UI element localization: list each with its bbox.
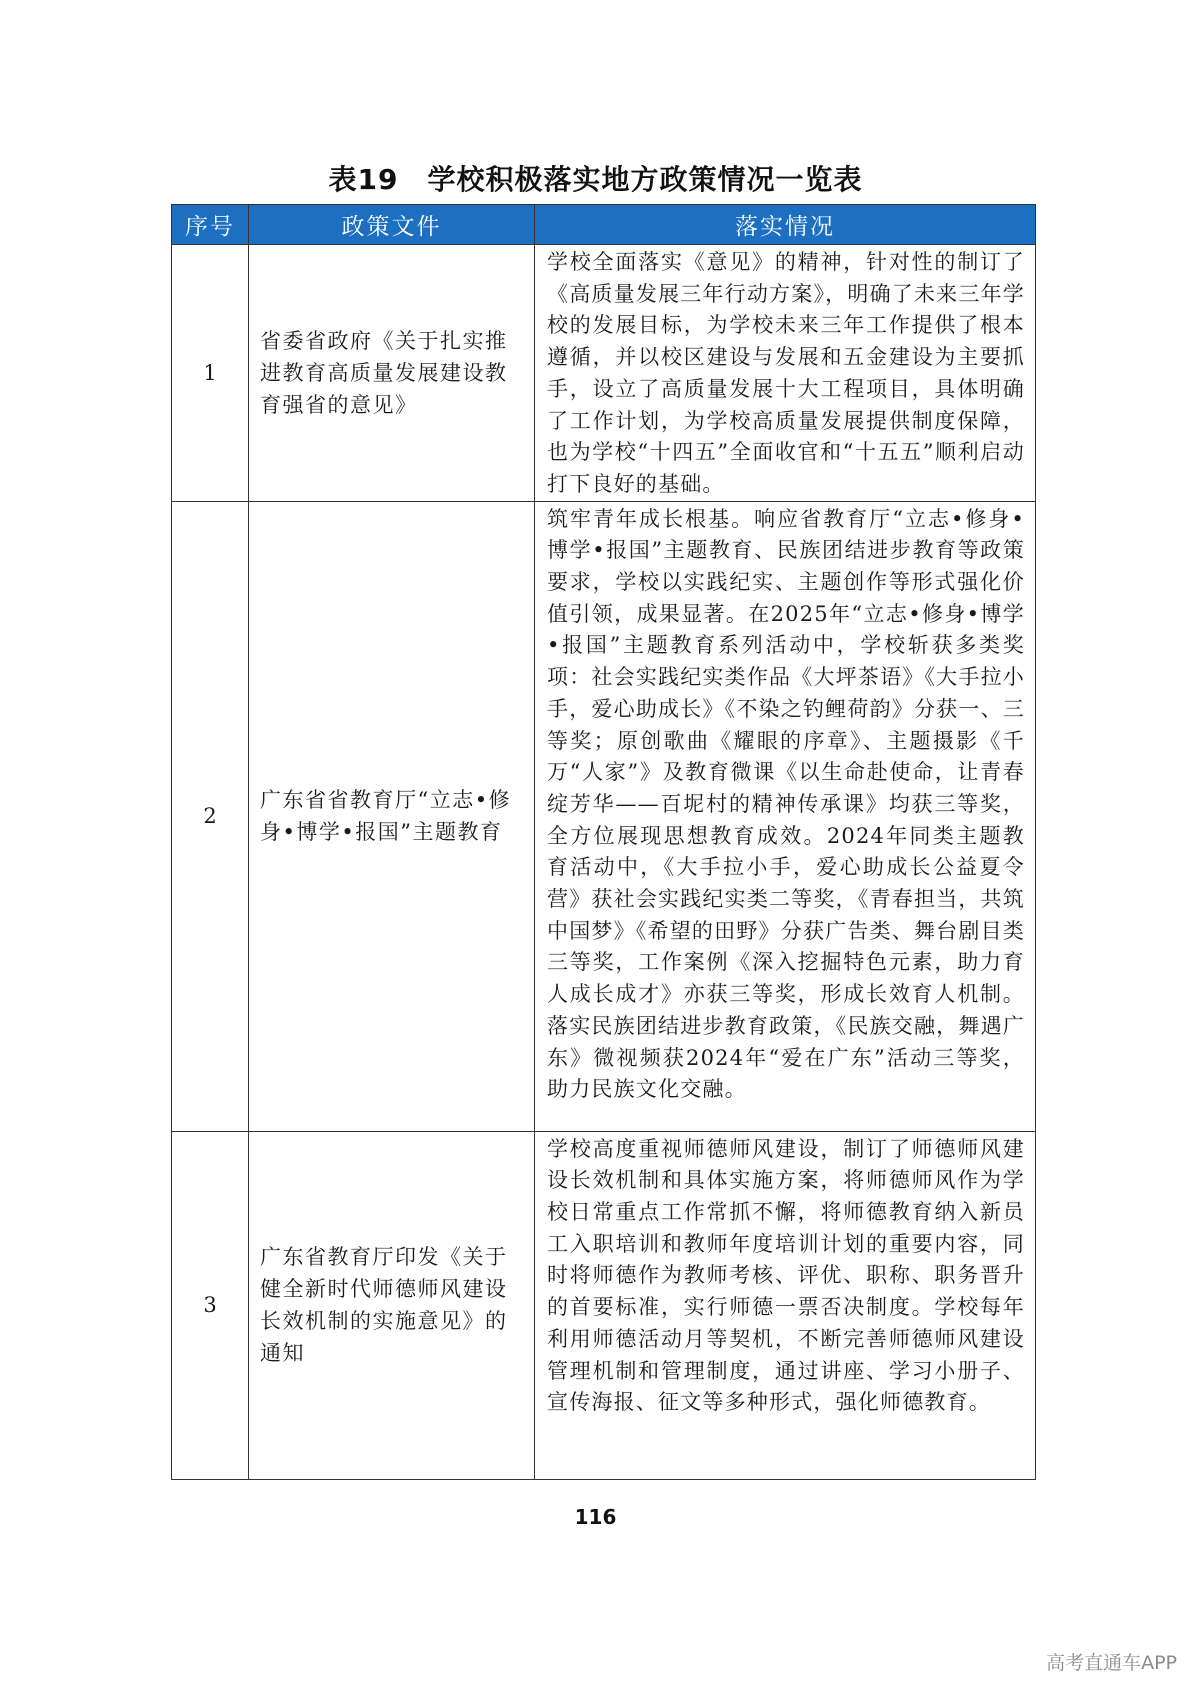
header-implementation: 落实情况: [535, 205, 1036, 245]
implementation-text: 学校高度重视师德师风建设，制订了师德师风建设长效机制和具体实施方案，将师德师风作为学校日常重点工作常抓不懈，将师德教育纳入新员工入职培训和教师年度培训计划的重要内容，同时将师德作为教师考核、评优、职称、职务晋升的首要标准，实行师德一票否决制度。学校每年利用师德活动月等契机，不断完善师德师风建设管理机制和管理制度，通过讲座、学习小册子、宣传海报、征文等多种形式，强化师德教育。: [535, 1131, 1036, 1479]
table-title: 表19 学校积极落实地方政策情况一览表: [328, 163, 863, 196]
row-number: 2: [172, 501, 249, 1131]
implementation-text: 筑牢青年成长根基。响应省教育厅“立志•修身•博学•报国”主题教育、民族团结进步教育等政策要求，学校以实践纪实、主题创作等形式强化价值引领，成果显著。在2025年“立志•修身•博学•报国”主题教育系列活动中，学校斩获多类奖项：社会实践纪实类作品《大坪茶语》《大手拉小手，爱心助成长》《不染之钓鲤荷韵》分获一、三等奖；原创歌曲《耀眼的序章》、主题摄影《千万“人家”》及教育微课《以生命赴使命，让青春绽芳华——百坭村的精神传承课》均获三等奖，全方位展现思想教育成效。2024年同类主题教育活动中，《大手拉小手，爱心助成长公益夏令营》获社会实践纪实类二等奖，《青春担当，共筑中国梦》《希望的田野》分获广告类、舞台剧目类三等奖，工作案例《深入挖掘特色元素，助力育人成长成才》亦获三等奖，形成长效育人机制。落实民族团结进步教育政策，《民族交融，舞遇广东》微视频获2024年“爱在广东”活动三等奖，助力民族文化交融。: [535, 501, 1036, 1131]
table-row: [172, 245, 1036, 502]
implementation-text: 学校全面落实《意见》的精神，针对性的制订了《高质量发展三年行动方案》，明确了未来三年学校的发展目标，为学校未来三年工作提供了根本遵循，并以校区建设与发展和五金建设为主要抓手，设立了高质量发展十大工程项目，具体明确了工作计划，为学校高质量发展提供制度保障，也为学校“十四五”全面收官和“十五五”顺利启动打下良好的基础。: [535, 245, 1036, 502]
policy-document: 广东省省教育厅“立志•修身•博学•报国”主题教育: [249, 501, 535, 1131]
policy-document: 广东省教育厅印发《关于健全新时代师德师风建设长效机制的实施意见》的通知: [249, 1131, 535, 1479]
policy-document: 省委省政府《关于扎实推进教育高质量发展建设教育强省的意见》: [249, 245, 535, 502]
header-document: 政策文件: [249, 205, 535, 245]
watermark-text: 高考直通车APP: [1046, 1652, 1177, 1674]
policy-table: [171, 204, 1036, 1480]
table-row: [172, 501, 1036, 1131]
page-number: 116: [574, 1505, 617, 1529]
row-number: 1: [172, 245, 249, 502]
row-number: 3: [172, 1131, 249, 1479]
header-no: 序号: [172, 205, 249, 245]
table-row: [172, 1131, 1036, 1479]
table-header-row: [172, 205, 1036, 245]
